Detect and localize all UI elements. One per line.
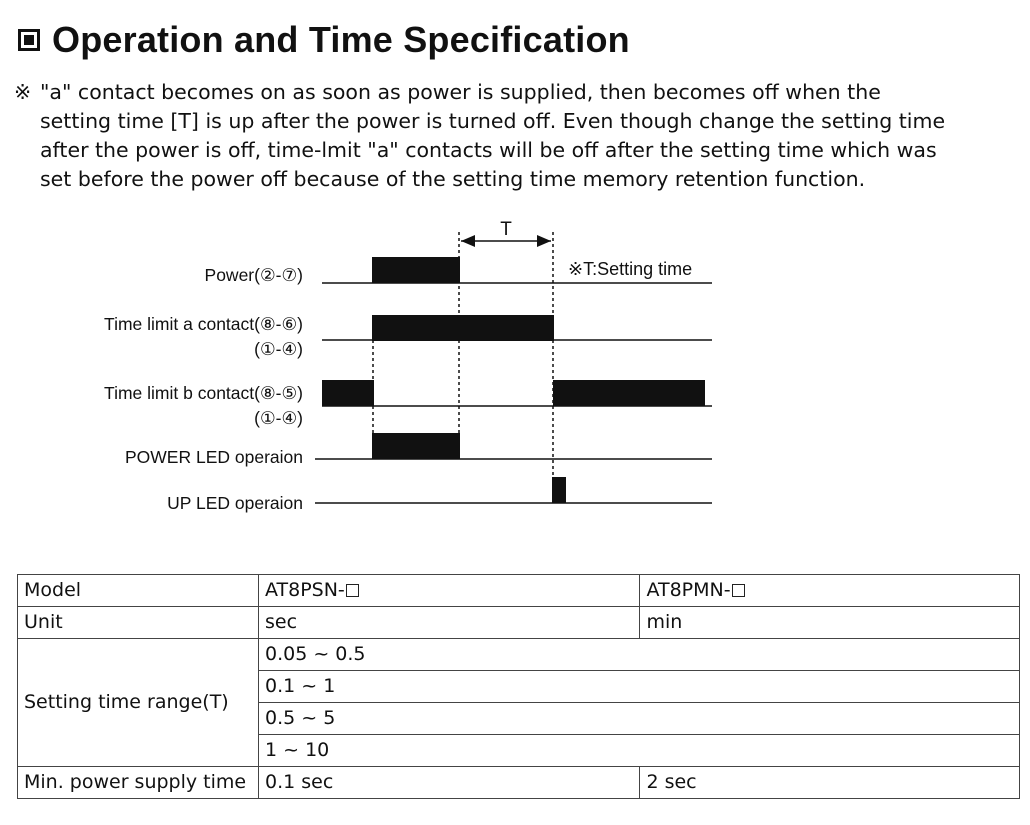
t-arrow-right-icon	[537, 235, 551, 247]
unit-psn-cell: sec	[258, 607, 639, 639]
reference-mark: ※	[14, 80, 32, 104]
table-row	[18, 575, 1020, 607]
unit-pmn-cell: min	[640, 607, 1020, 639]
page-title: Operation and Time Specification	[52, 19, 630, 60]
model-psn-cell: AT8PSN-	[258, 575, 639, 607]
section-heading	[18, 18, 630, 62]
range-cell: 0.05 ~ 0.5	[258, 639, 1019, 671]
unit-label-cell: Unit	[18, 607, 259, 639]
placeholder-square-icon	[346, 584, 359, 597]
b-contact-label: Time limit b contact(⑧-⑤)	[104, 383, 303, 403]
note-line-4: set before the power off because of the setting time memory retention function.	[40, 167, 866, 191]
b-contact-sublabel: (①-④)	[254, 408, 303, 428]
model-pmn-cell: AT8PMN-	[640, 575, 1020, 607]
up-led-label: UP LED operaion	[167, 493, 303, 513]
power-pulse	[372, 257, 460, 283]
range-label-cell: Setting time range(T)	[18, 639, 259, 767]
timing-diagram	[0, 205, 1030, 525]
t-label: T	[500, 219, 512, 240]
up-led-pulse	[552, 477, 566, 503]
table-row	[18, 639, 1020, 671]
setting-time-note: ※T:Setting time	[568, 259, 693, 279]
range-cell: 0.5 ~ 5	[258, 703, 1019, 735]
a-contact-label: Time limit a contact(⑧-⑥)	[104, 314, 303, 334]
note-line-3: after the power is off, time-lmit "a" contacts will be off after the setting time which was	[40, 138, 937, 162]
spec-table	[17, 574, 1020, 799]
placeholder-square-icon	[732, 584, 745, 597]
b-contact-pulse-before	[322, 380, 374, 406]
b-contact-pulse-after	[553, 380, 705, 406]
range-cell: 1 ~ 10	[258, 735, 1019, 767]
power-led-label: POWER LED operaion	[125, 447, 303, 467]
min-power-label-cell: Min. power supply time	[18, 767, 259, 799]
model-label-cell: Model	[18, 575, 259, 607]
a-contact-sublabel: (①-④)	[254, 339, 303, 359]
min-power-psn-cell: 0.1 sec	[258, 767, 639, 799]
min-power-pmn-cell: 2 sec	[640, 767, 1020, 799]
description-note	[14, 78, 1024, 194]
filled-square-icon	[18, 29, 40, 51]
note-line-2: setting time [T] is up after the power is turned off. Even though change the setting time	[40, 109, 946, 133]
power-led-pulse	[372, 433, 460, 459]
table-row	[18, 767, 1020, 799]
range-cell: 0.1 ~ 1	[258, 671, 1019, 703]
table-row	[18, 607, 1020, 639]
a-contact-pulse	[372, 315, 554, 341]
power-label: Power(②-⑦)	[204, 265, 303, 285]
t-arrow-left-icon	[461, 235, 475, 247]
note-line-1: ※ "a" contact becomes on as soon as power is supplied, then becomes off when the	[14, 78, 1024, 107]
